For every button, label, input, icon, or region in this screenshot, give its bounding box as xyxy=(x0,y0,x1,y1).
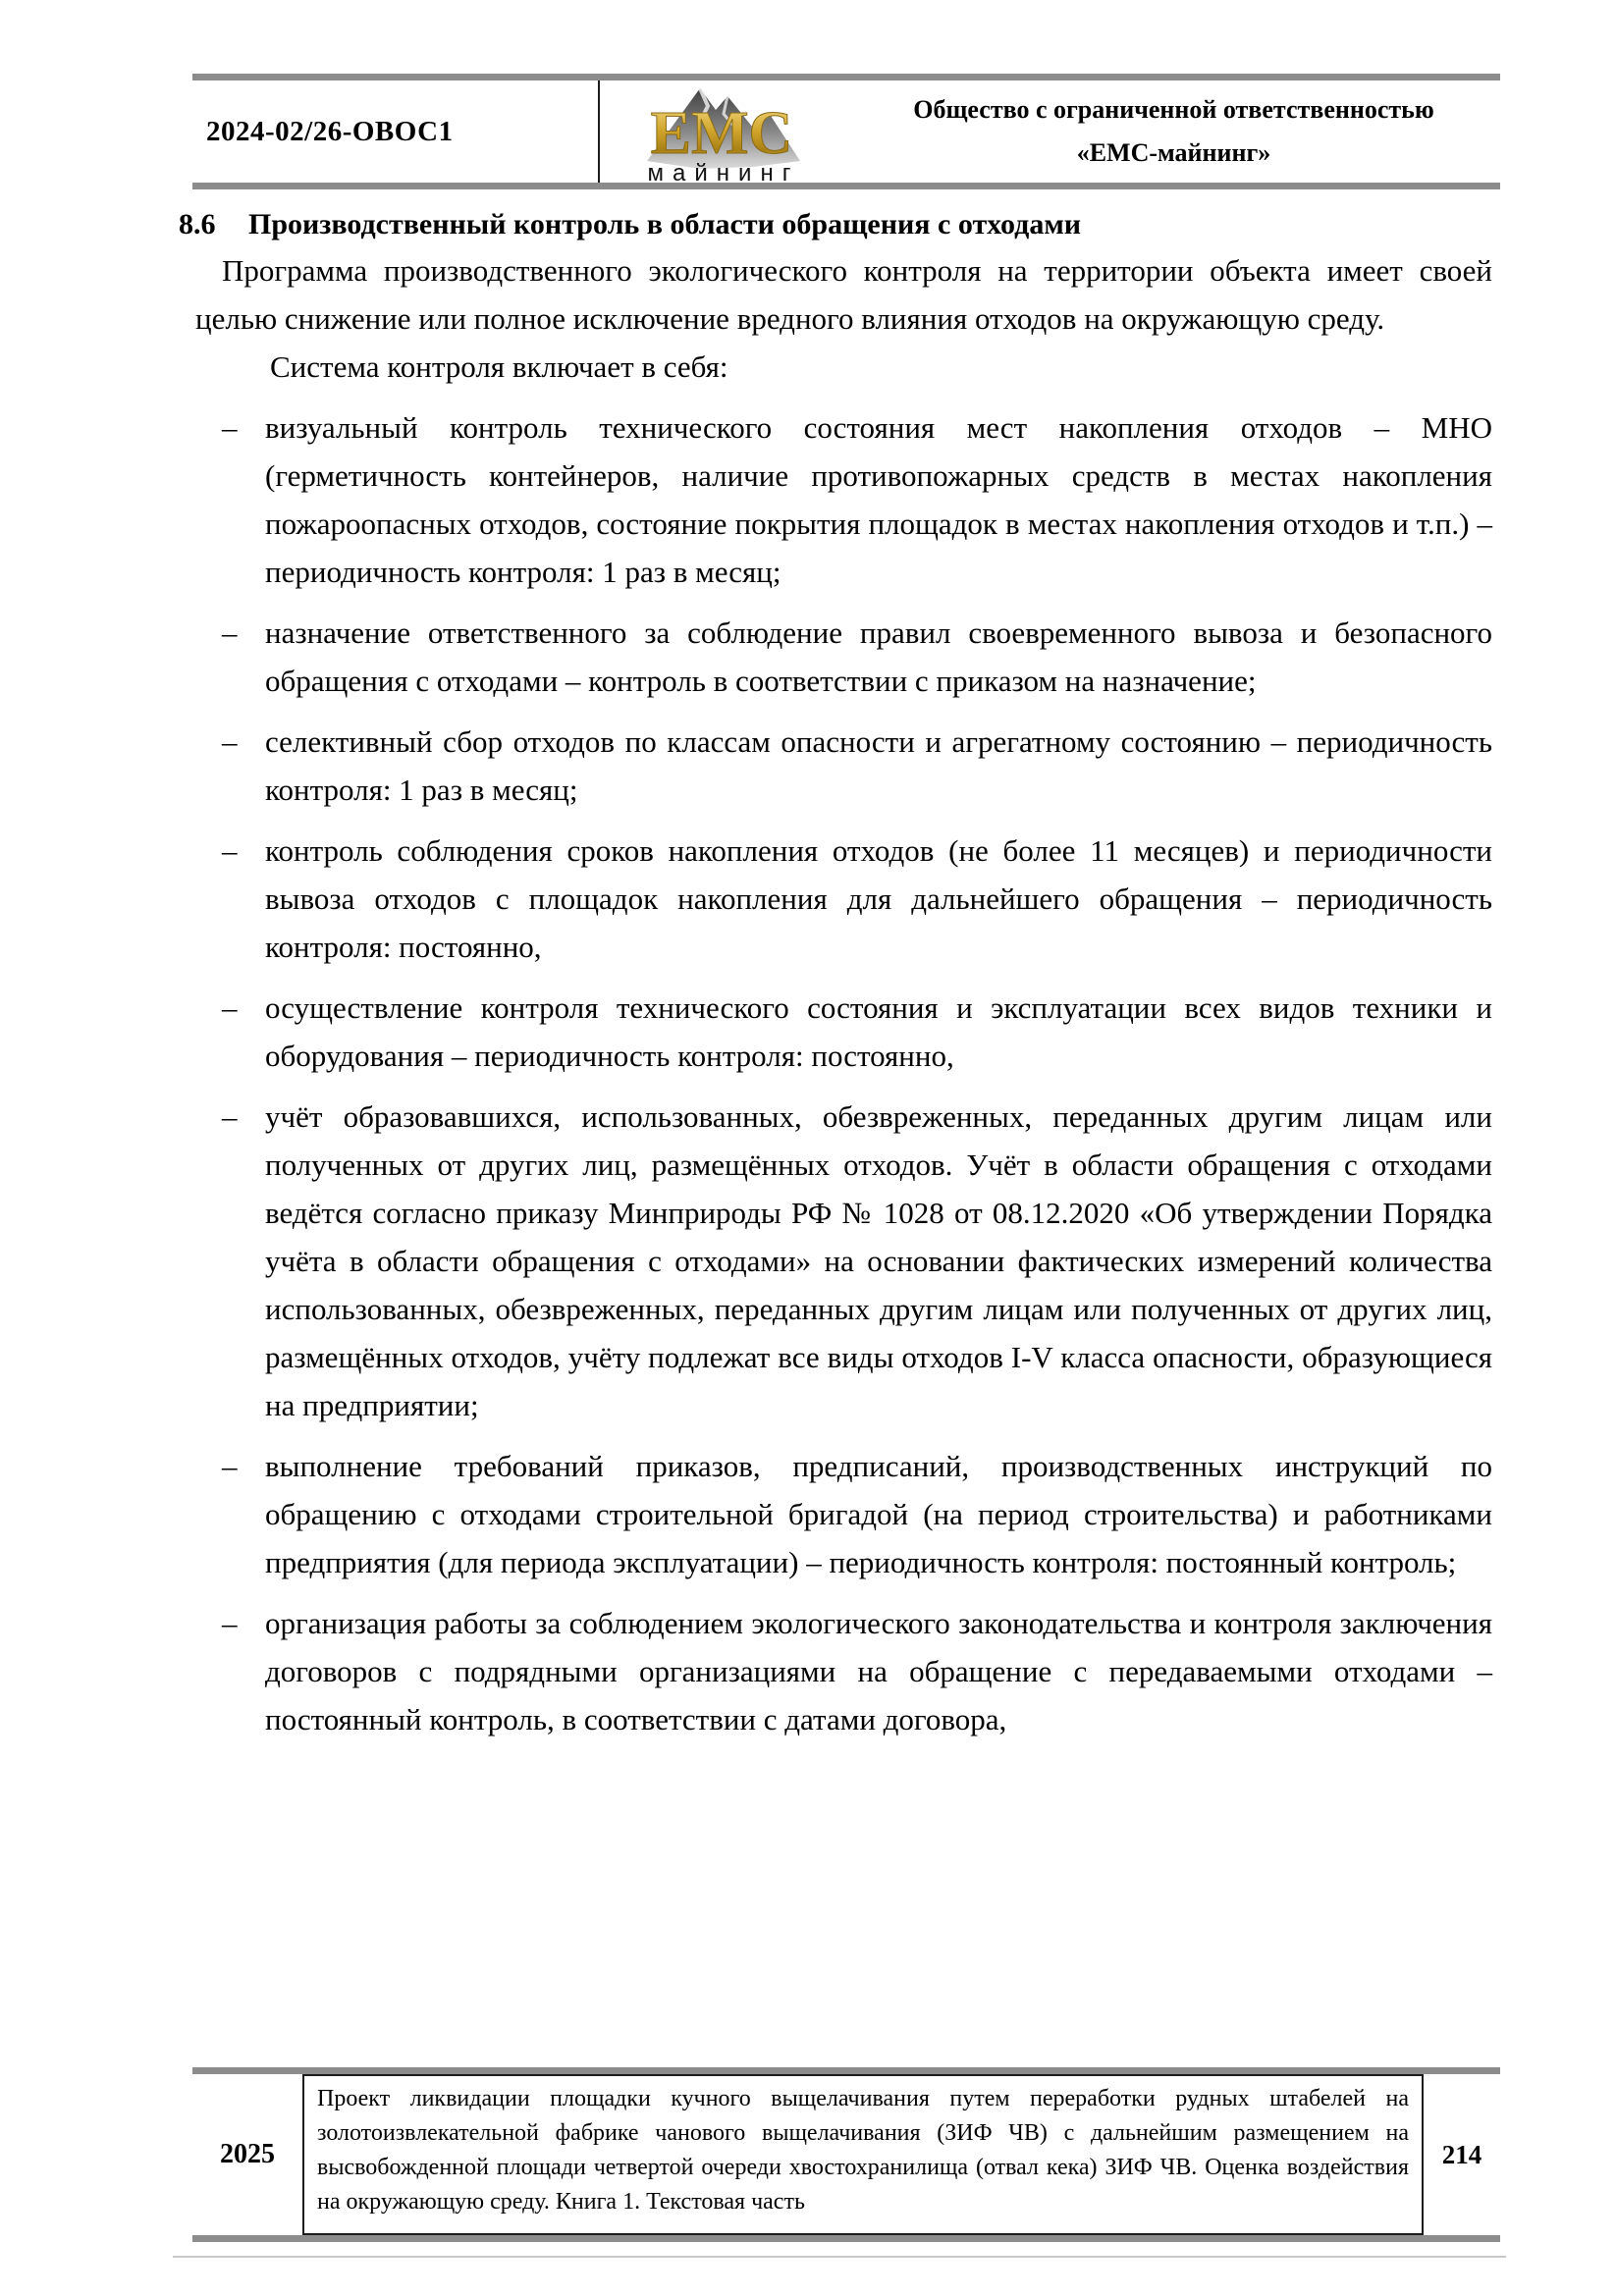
list-item-text: контроль соблюдения сроков накопления отходов (не более 11 месяцев) и периодичности вывоза отходов с площадок накопления для дальнейшего обращения – периодичность контроля: постоянно, xyxy=(265,833,1492,964)
page-header xyxy=(192,74,1500,189)
list-item-text: назначение ответственного за соблюдение правил своевременного вывоза и безопасного обращения с отходами – контроль в соответствии с приказом на назначение; xyxy=(265,615,1492,698)
list-item xyxy=(222,984,1492,1080)
list-item xyxy=(222,1442,1492,1586)
paragraph-program: Программа производственного экологического контроля на территории объекта имеет своей целью снижение или полное исключение вредного влияния отходов на окружающую среду. xyxy=(195,253,1492,336)
document-number: 2024-02/26-ОВОС1 xyxy=(206,115,454,147)
list-item xyxy=(222,827,1492,971)
footer-page-number: 214 xyxy=(1441,2139,1482,2169)
list-item xyxy=(222,1599,1492,1743)
dash-marker: – xyxy=(222,990,238,1025)
footer-project-description: Проект ликвидации площадки кучного выщелачивания путем переработки рудных штабелей на золотоизвлекательной фабрике чанового выщелачивания (ЗИФ ЧВ) с дальнейшим размещением на высвобожденной площади четвертой очереди хвостохранилища (отвал кека) ЗИФ ЧВ. Оценка воздействия на окружающую среду. Книга 1. Текстовая часть xyxy=(302,2074,1424,2235)
dash-marker: – xyxy=(222,1099,238,1134)
logo-sub-text: майнинг xyxy=(647,160,800,183)
document-body xyxy=(179,203,1492,1743)
brand-cell xyxy=(600,80,1500,183)
section-heading xyxy=(179,203,1492,246)
company-name xyxy=(847,80,1500,183)
company-logo xyxy=(600,80,847,183)
section-number: 8.6 xyxy=(179,208,216,240)
list-item xyxy=(222,609,1492,705)
dash-marker: – xyxy=(222,410,238,445)
company-name-line1: Общество с ограниченной ответственностью xyxy=(913,95,1434,124)
list-item-text: учёт образовавшихся, использованных, обезвреженных, переданных другим лицам или полученных от других лиц, размещённых отходов. Учёт в области обращения с отходами ведётся согласно приказу Минприроды РФ № 1028 от 08.12.2020 «Об утверждении Порядка учёта в области обращения с отходами» на основании фактических измерений количества использованных, обезвреженных, переданных другим лицам или полученных от других лиц, размещённых отходов, учёту подлежат все виды отходов I-V класса опасности, образующиеся на предприятии; xyxy=(265,1099,1492,1422)
dash-marker: – xyxy=(222,615,238,650)
dash-marker: – xyxy=(222,1606,238,1640)
dash-marker: – xyxy=(222,724,238,759)
company-name-line2: «ЕМС-майнинг» xyxy=(1076,138,1271,167)
paragraph-system-intro: Система контроля включает в себя: xyxy=(270,349,728,384)
mountain-logo-icon xyxy=(606,80,841,183)
list-item-text: выполнение требований приказов, предписаний, производственных инструкций по обращению с отходами строительной бригадой (на период строительства) и работниками предприятия (для периода эксплуатации) – периодичность контроля: постоянный контроль; xyxy=(265,1449,1492,1579)
list-item-text: осуществление контроля технического состояния и эксплуатации всех видов техники и оборудования – периодичность контроля: постоянно, xyxy=(265,990,1492,1073)
list-item-text: визуальный контроль технического состояния мест накопления отходов – МНО (герметичность контейнеров, наличие противопожарных средств в местах накопления пожароопасных отходов, состояние покрытия площадок в местах накопления отходов и т.п.) – периодичность контроля: 1 раз в месяц; xyxy=(265,410,1492,589)
bottom-rule xyxy=(173,2256,1506,2258)
footer-year: 2025 xyxy=(220,2139,275,2169)
dash-marker: – xyxy=(222,1449,238,1483)
waste-control-list xyxy=(195,403,1492,1743)
list-item xyxy=(222,1093,1492,1429)
list-item xyxy=(222,403,1492,596)
logo-main-text: ЕМС xyxy=(650,100,793,167)
dash-marker: – xyxy=(222,833,238,868)
list-item xyxy=(222,718,1492,814)
section-title: Производственный контроль в области обращения с отходами xyxy=(248,208,1082,240)
list-item-text: селективный сбор отходов по классам опасности и агрегатному состоянию – периодичность контроля: 1 раз в месяц; xyxy=(265,724,1492,807)
document-number-cell xyxy=(192,80,600,183)
list-item-text: организация работы за соблюдением экологического законодательства и контроля заключения договоров с подрядными организациями на обращение с передаваемыми отходами – постоянный контроль, в соответствии с датами договора, xyxy=(265,1606,1492,1736)
page-footer xyxy=(192,2067,1500,2242)
